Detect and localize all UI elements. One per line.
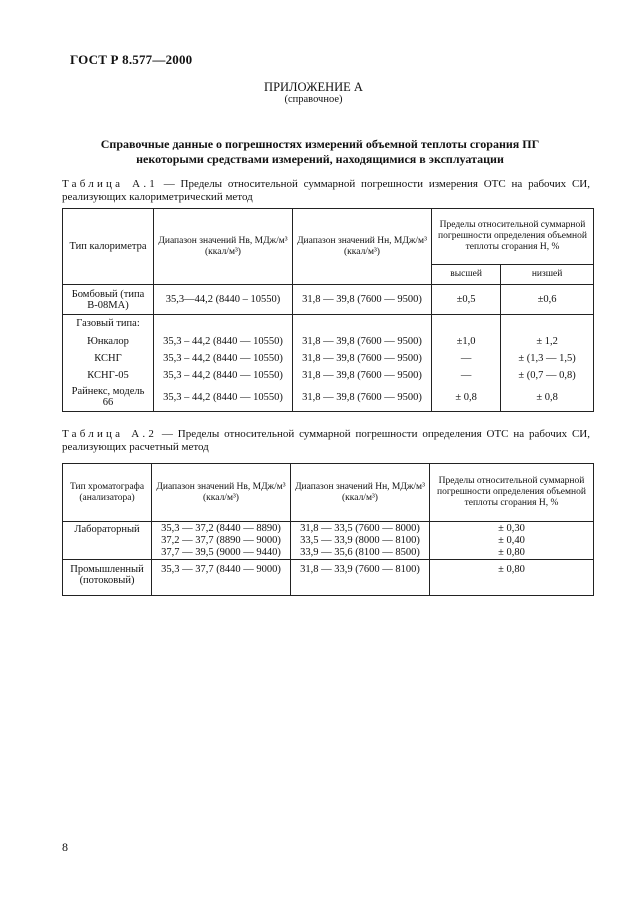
t1-cell-high: — <box>432 350 501 367</box>
table2-caption-text: — Пределы относительной суммарной погрешности определения ОТС на рабочих СИ, реализующих расчетный метод <box>62 428 590 453</box>
t1-cell-low: ± (1,3 — 1,5) <box>501 350 594 367</box>
t2-cell-type: Лабораторный <box>63 522 152 560</box>
table1-caption-label: Таблица А.1 <box>62 178 158 190</box>
t2-hn-line: 33,5 — 33,9 (8000 — 8100) <box>300 534 420 546</box>
section-title <box>95 137 545 167</box>
table1-caption <box>62 178 590 204</box>
t2-err-line: ± 0,30 <box>498 522 525 534</box>
t1-cell-low: ± (0,7 — 0,8) <box>501 367 594 384</box>
section-title-line1: Справочные данные о погрешностях измерений объемной теплоты сгорания ПГ <box>100 137 540 151</box>
t2-header-hv: Диапазон значений Hв, МДж/м³ (ккал/м³) <box>152 464 291 522</box>
t1-cell-high <box>432 315 501 333</box>
t1-cell-type: Бомбовый (типа В-08МА) <box>63 285 154 315</box>
t1-header-hn: Диапазон значений Hн, МДж/м³ (ккал/м³) <box>293 209 432 285</box>
t1-cell-high: ±1,0 <box>432 333 501 350</box>
table-row <box>63 333 594 350</box>
t1-cell-low: ± 1,2 <box>501 333 594 350</box>
t2-hn-line: 31,8 — 33,5 (7600 — 8000) <box>300 522 420 534</box>
t2-hv-line: 37,2 — 37,7 (8890 — 9000) <box>161 534 281 546</box>
t1-cell-hn: 31,8 — 39,8 (7600 — 9500) <box>293 384 432 412</box>
t2-cell-hv <box>152 522 291 560</box>
t2-cell-hn <box>291 522 430 560</box>
appendix-subtitle: (справочное) <box>284 94 343 105</box>
t1-cell-low <box>501 315 594 333</box>
t2-header-error: Пределы относительной суммарной погрешности определения объемной теплоты сгорания H, % <box>430 464 594 522</box>
document-code: ГОСТ Р 8.577—2000 <box>70 52 193 67</box>
t1-cell-type: Юнкалор <box>63 333 154 350</box>
appendix-title: ПРИЛОЖЕНИЕ А <box>264 80 363 94</box>
t1-cell-high: ±0,5 <box>432 285 501 315</box>
t1-cell-hv: 35,3 – 44,2 (8440 — 10550) <box>154 333 293 350</box>
table-row <box>63 384 594 412</box>
t2-hn-line: 33,9 — 35,6 (8100 — 8500) <box>300 546 420 558</box>
t2-hv-line: 35,3 — 37,2 (8440 — 8890) <box>161 522 281 534</box>
table-row <box>63 560 594 596</box>
t1-cell-hv: 35,3 – 44,2 (8440 — 10550) <box>154 384 293 412</box>
table-row <box>63 367 594 384</box>
t1-cell-hn: 31,8 — 39,8 (7600 — 9500) <box>293 350 432 367</box>
t1-header-high: высшей <box>432 265 501 285</box>
t1-cell-type: Газовый типа: <box>63 315 154 333</box>
table1-caption-text: — Пределы относительной суммарной погрешности измерения ОТС на рабочих СИ, реализующих калориметрический метод <box>62 178 590 203</box>
t2-cell-error <box>430 522 594 560</box>
t1-cell-hv: 35,3 – 44,2 (8440 — 10550) <box>154 367 293 384</box>
t2-header-type: Тип хроматографа (анализатора) <box>63 464 152 522</box>
t1-cell-low: ±0,6 <box>501 285 594 315</box>
table-row <box>63 285 594 315</box>
t1-header-low: низшей <box>501 265 594 285</box>
t1-header-type: Тип калориметра <box>63 209 154 285</box>
t1-cell-hv: 35,3 – 44,2 (8440 — 10550) <box>154 350 293 367</box>
t1-cell-high: ± 0,8 <box>432 384 501 412</box>
t1-cell-hv <box>154 315 293 333</box>
t2-cell-hn: 31,8 — 33,9 (7600 — 8100) <box>291 560 430 596</box>
t2-header-hn: Диапазон значений Hн, МДж/м³ (ккал/м³) <box>291 464 430 522</box>
table-row <box>63 350 594 367</box>
t1-cell-hn: 31,8 — 39,8 (7600 — 9500) <box>293 285 432 315</box>
section-title-line2: некоторыми средствами измерений, находящимися в эксплуатации <box>136 152 504 166</box>
t1-cell-hn: 31,8 — 39,8 (7600 — 9500) <box>293 367 432 384</box>
t2-hv-line: 37,7 — 39,5 (9000 — 9440) <box>161 546 281 558</box>
table2-caption <box>62 428 590 454</box>
t1-cell-type: КСНГ-05 <box>63 367 154 384</box>
table-a1 <box>62 208 594 412</box>
t1-cell-hn: 31,8 — 39,8 (7600 — 9500) <box>293 333 432 350</box>
t1-cell-low: ± 0,8 <box>501 384 594 412</box>
t2-err-line: ± 0,40 <box>498 534 525 546</box>
t1-cell-hn <box>293 315 432 333</box>
t2-cell-type: Промышленный (потоковый) <box>63 560 152 596</box>
page-number: 8 <box>62 840 68 854</box>
t2-err-line: ± 0,80 <box>498 546 525 558</box>
table2-caption-label: Таблица А.2 <box>62 428 158 440</box>
table-row <box>63 522 594 560</box>
t1-cell-high: — <box>432 367 501 384</box>
t1-cell-hv: 35,3—44,2 (8440 – 10550) <box>154 285 293 315</box>
table-row <box>63 315 594 333</box>
t1-header-hv: Диапазон значений Hв, МДж/м³ (ккал/м³) <box>154 209 293 285</box>
t1-cell-type: КСНГ <box>63 350 154 367</box>
t2-cell-hv: 35,3 — 37,7 (8440 — 9000) <box>152 560 291 596</box>
t1-cell-type: Райнекс, модель 66 <box>63 384 154 412</box>
t1-header-error: Пределы относительной суммарной погрешности определения объемной теплоты сгорания H, % <box>432 209 594 265</box>
table-a2 <box>62 463 594 596</box>
t2-cell-error: ± 0,80 <box>430 560 594 596</box>
